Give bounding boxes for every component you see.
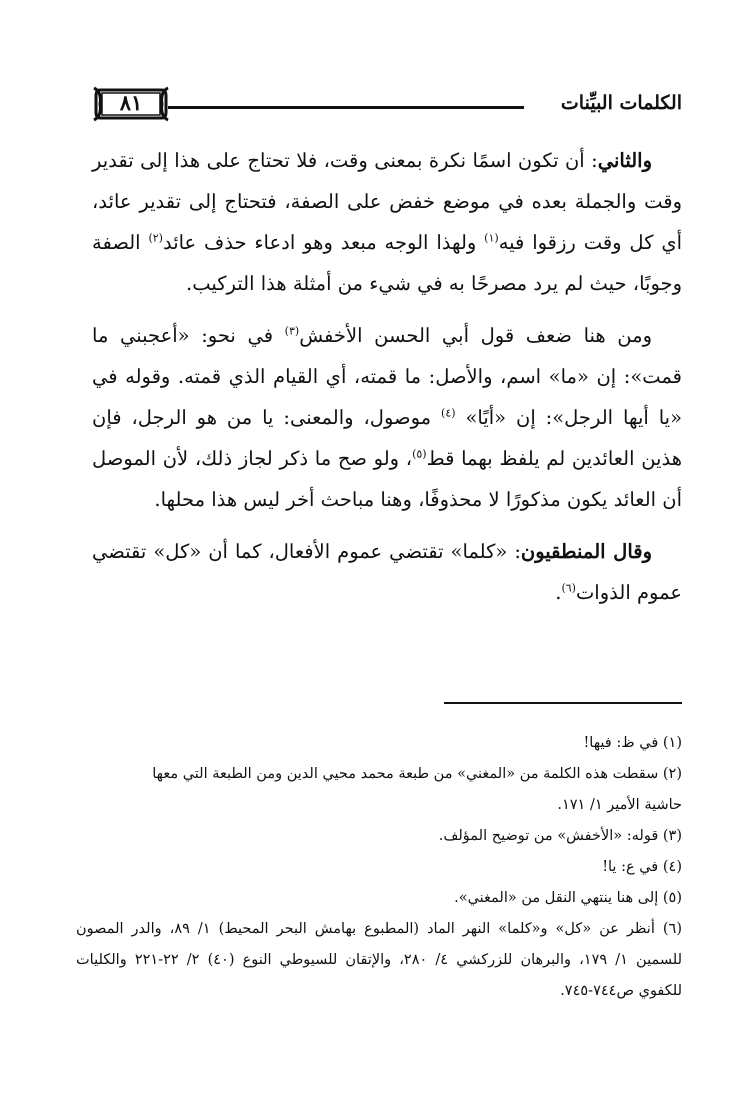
footnote-number: (١) (662, 735, 682, 751)
paragraph-text: ومن هنا ضعف قول أبي الحسن الأخفش (299, 324, 652, 347)
footnote-ref: (٢) (148, 231, 163, 245)
paragraph-text: . (555, 581, 562, 604)
footnote-ref: (٤) (441, 406, 456, 420)
footnote-text: في ع: يا! (602, 859, 659, 875)
footnote-text: في ظ: فيها! (583, 735, 659, 751)
header-rule (168, 106, 524, 109)
footnote-text: قوله: «الأخفش» من توضيح المؤلف. (438, 828, 659, 844)
paragraph-text: ، ولو صح ما ذكر لجاز ذلك، لأن الموصل أن العائد يكون مذكورًا لا محذوفًا، وهنا مباحث أخر ليس هذا محلها. (92, 447, 682, 511)
footnote-separator (444, 702, 682, 704)
footnote-ref: (٦) (561, 581, 576, 595)
footnote-number: (٤) (662, 859, 682, 875)
running-title: الكلمات البيِّنات (560, 92, 682, 114)
footnote-text: سقطت هذه الكلمة من «المغني» من طبعة محمد محيي الدين ومن الطبعة التي معها (152, 766, 659, 782)
page-number: ٨١ (119, 90, 143, 115)
footnote-item (76, 883, 682, 914)
paragraph-2 (92, 315, 682, 520)
paragraph-text: الصفة وجوبًا، حيث لم يرد مصرحًا به في شيء من أمثلة هذا التركيب. (92, 231, 682, 295)
footnote-continuation: حاشية الأمير ١/ ١٧١. (557, 797, 682, 813)
paragraph-text: : «كلما» تقتضي عموم الأفعال، كما أن «كل» تقتضي عموم الذوات (92, 540, 682, 604)
paragraph-text: : أن تكون اسمًا نكرة بمعنى وقت، فلا تحتاج على هذا إلى تقدير وقت والجملة بعده في موضع خفض على الصفة، فتحتاج إلى تقدير عائد، أي كل وقت رزقوا فيه (92, 149, 682, 254)
footnote-item (76, 728, 682, 759)
paragraph-text: ولهذا الوجه مبعد وهو ادعاء حذف عائد (162, 231, 485, 254)
footnote-number: (٦) (662, 921, 683, 937)
footnote-item (76, 821, 682, 852)
footnote-text: أنظر عن «كل» و«كلما» النهر الماد (المطبوع بهامش البحر المحيط) ١/ ٨٩، والدر المصون للسمين ١/ ١٧٩، والبرهان للزركشي ٤/ ٢٨٠، والإتقان للسيوطي النوع (٤٠) ٢/ ٢٢-٢٢١ والكليات للكفوي ص٧٤٤-٧٤٥. (76, 921, 683, 999)
main-text (92, 140, 682, 624)
paragraph-lead: والثاني (597, 149, 652, 172)
footnote-text: إلى هنا ينتهي النقل من «المغني». (454, 890, 659, 906)
footnotes (76, 728, 682, 1007)
paragraph-lead: وقال المنطقيون (520, 540, 652, 563)
footnote-ref: (٥) (412, 447, 427, 461)
footnote-number: (٣) (662, 828, 682, 844)
footnote-ref: (٣) (284, 324, 300, 338)
page-number-badge (92, 84, 170, 124)
footnote-item (76, 852, 682, 883)
paragraph-text: موصول، والمعنى: يا من هو الرجل، فإن هذين العائدين لم يلفظ بهما قط (92, 406, 682, 470)
footnote-number: (٢) (662, 766, 682, 782)
footnote-item (76, 759, 682, 790)
page-header (92, 84, 682, 124)
footnote-item (76, 914, 682, 1007)
footnote-number: (٥) (662, 890, 682, 906)
paragraph-1 (92, 140, 682, 304)
paragraph-text: في نحو: «أعجبني ما قمت»: إن «ما» اسم، والأصل: ما قمته، أي القيام الذي قمته. وقوله في «يا أيها الرجل»: إن «أيًا» (92, 324, 682, 429)
paragraph-3 (92, 531, 682, 613)
footnote-ref: (١) (484, 231, 499, 245)
